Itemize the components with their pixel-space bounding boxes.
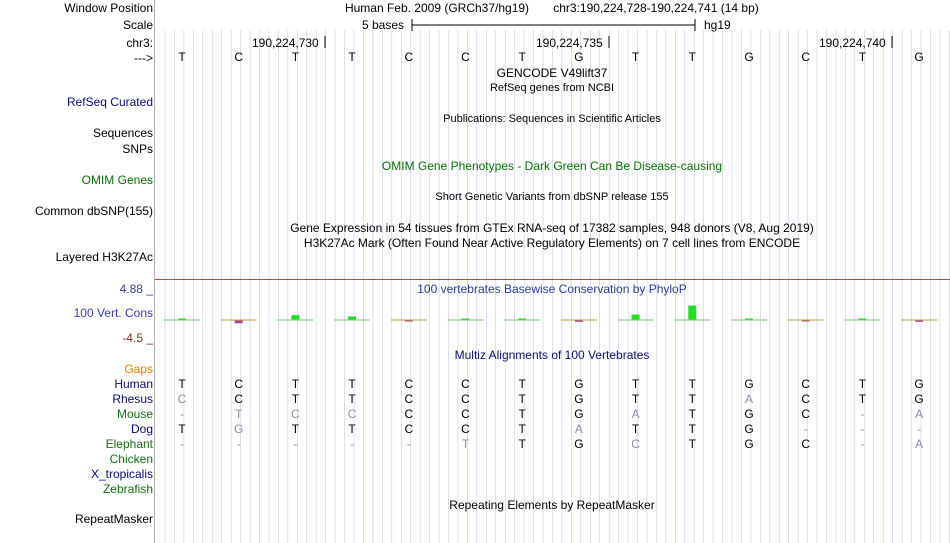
alignment-base-human: G bbox=[574, 377, 584, 391]
phylop-bar bbox=[277, 315, 313, 320]
alignment-base-elephant: - bbox=[236, 437, 241, 451]
alignment-base-dog: T bbox=[518, 422, 526, 436]
alignment-base-dog: - bbox=[803, 422, 808, 436]
alignment-base-human: C bbox=[404, 377, 414, 391]
alignment-base-mouse: T bbox=[518, 407, 526, 421]
track-label-gaps: Gaps bbox=[124, 362, 153, 376]
reference-base: T bbox=[178, 50, 186, 64]
alignment-base-mouse: G bbox=[574, 407, 584, 421]
alignment-base-rhesus: G bbox=[574, 392, 584, 406]
alignment-base-dog: T bbox=[631, 422, 640, 436]
reference-base: G bbox=[914, 50, 924, 64]
omim-track-title[interactable]: OMIM Gene Phenotypes - Dark Green Can Be Disease-causing bbox=[381, 159, 723, 173]
gencode-track-title[interactable]: GENCODE V49lift37 bbox=[496, 66, 608, 80]
alignment-base-human: C bbox=[234, 377, 244, 391]
track-label-h3k27ac[interactable]: Layered H3K27Ac bbox=[55, 250, 153, 264]
alignment-base-rhesus: T bbox=[688, 392, 696, 406]
alignment-base-rhesus: C bbox=[461, 392, 470, 406]
reference-base: C bbox=[234, 50, 244, 64]
position-label-1: 190,224,730 bbox=[252, 36, 319, 50]
alignment-base-mouse: - bbox=[860, 407, 865, 421]
reference-base: T bbox=[631, 50, 640, 64]
reference-base: T bbox=[348, 50, 356, 64]
track-label-repeatmasker[interactable]: RepeatMasker bbox=[74, 512, 153, 526]
alignment-base-dog: T bbox=[291, 422, 300, 436]
alignment-base-human: T bbox=[518, 377, 526, 391]
alignment-base-human: G bbox=[914, 377, 924, 391]
alignment-base-rhesus: A bbox=[744, 392, 753, 406]
alignment-base-elephant: T bbox=[688, 437, 696, 451]
phylop-bar bbox=[561, 320, 597, 322]
alignment-base-rhesus: T bbox=[291, 392, 300, 406]
assembly-title: Human Feb. 2009 (GRCh37/hg19) bbox=[344, 1, 530, 15]
alignment-base-human: G bbox=[744, 377, 754, 391]
reference-base: C bbox=[461, 50, 470, 64]
alignment-base-rhesus: C bbox=[234, 392, 244, 406]
phylop-bar bbox=[731, 319, 767, 321]
alignment-base-mouse: - bbox=[180, 407, 184, 421]
alignment-base-dog: C bbox=[404, 422, 414, 436]
alignment-base-dog: - bbox=[917, 422, 922, 436]
phylop-bar bbox=[221, 320, 257, 323]
publications-track-title[interactable]: Publications: Sequences in Scientific Articles bbox=[443, 113, 661, 125]
position-label-3: 190,224,740 bbox=[819, 36, 886, 50]
track-label-snps[interactable]: SNPs bbox=[122, 142, 153, 156]
alignment-base-mouse: C bbox=[291, 407, 300, 421]
track-label-cons[interactable]: 100 Vert. Cons bbox=[73, 306, 153, 320]
alignment-base-rhesus: C bbox=[404, 392, 414, 406]
alignment-base-human: T bbox=[291, 377, 300, 391]
reference-base: G bbox=[574, 50, 584, 64]
reference-base: T bbox=[688, 50, 696, 64]
position-ticks bbox=[0, 35, 950, 49]
alignment-base-human: T bbox=[178, 377, 186, 391]
reference-base: T bbox=[858, 50, 867, 64]
dbsnp-track-title[interactable]: Short Genetic Variants from dbSNP release 155 bbox=[435, 191, 669, 203]
scale-text: 5 bases bbox=[362, 18, 405, 32]
phylop-bar bbox=[164, 319, 200, 321]
phylop-track-title[interactable]: 100 vertebrates Basewise Conservation by PhyloP bbox=[417, 282, 687, 296]
alignment-base-human: C bbox=[801, 377, 811, 391]
alignment-base-dog: G bbox=[744, 422, 754, 436]
alignment-base-rhesus: C bbox=[177, 392, 187, 406]
alignment-base-elephant: G bbox=[574, 437, 584, 451]
phylop-bar bbox=[844, 319, 880, 321]
species-label-elephant: Elephant bbox=[105, 437, 153, 451]
reference-base: G bbox=[744, 50, 754, 64]
alignment-base-elephant: A bbox=[915, 437, 924, 451]
alignment-base-dog: G bbox=[234, 422, 244, 436]
phylop-bar bbox=[334, 316, 370, 320]
alignment-base-mouse: C bbox=[347, 407, 357, 421]
alignment-base-mouse: T bbox=[235, 407, 243, 421]
strand-arrow-label: ---> bbox=[134, 51, 153, 65]
gtex-track-title[interactable]: Gene Expression in 54 tissues from GTEx RNA-seq of 17382 samples, 948 donors (V8, Aug 2019) bbox=[290, 221, 814, 235]
reference-base: C bbox=[801, 50, 811, 64]
phylop-bar bbox=[504, 319, 540, 321]
alignment-base-rhesus: C bbox=[801, 392, 811, 406]
phylop-max-label: 4.88 _ bbox=[119, 282, 153, 296]
alignment-base-rhesus: T bbox=[631, 392, 640, 406]
alignment-base-human: C bbox=[461, 377, 470, 391]
reference-base: T bbox=[291, 50, 300, 64]
alignment-base-dog: T bbox=[348, 422, 356, 436]
alignment-base-rhesus: T bbox=[518, 392, 526, 406]
alignment-base-elephant: - bbox=[293, 437, 298, 451]
alignment-base-elephant: T bbox=[518, 437, 526, 451]
track-label-dbsnp[interactable]: Common dbSNP(155) bbox=[34, 204, 153, 218]
window-position-label: Window Position bbox=[64, 1, 153, 15]
phylop-graph bbox=[0, 280, 950, 340]
h3k27ac-track-title[interactable]: H3K27Ac Mark (Often Found Near Active Regulatory Elements) on 7 cell lines from ENCODE bbox=[303, 236, 801, 250]
refseq-track-title[interactable]: RefSeq genes from NCBI bbox=[489, 82, 615, 94]
alignment-base-dog: A bbox=[574, 422, 583, 436]
track-label-sequences[interactable]: Sequences bbox=[92, 126, 153, 140]
phylop-bar bbox=[674, 306, 710, 320]
species-label-dog: Dog bbox=[130, 422, 153, 436]
alignment-base-elephant: - bbox=[406, 437, 411, 451]
alignment-base-mouse: A bbox=[915, 407, 924, 421]
alignment-base-human: T bbox=[348, 377, 356, 391]
alignment-base-mouse: A bbox=[631, 407, 640, 421]
alignment-base-mouse: T bbox=[688, 407, 696, 421]
phylop-bar bbox=[788, 320, 824, 322]
species-label-chicken: Chicken bbox=[109, 452, 153, 466]
reference-base: T bbox=[518, 50, 526, 64]
alignment-base-rhesus: T bbox=[858, 392, 867, 406]
species-label-zebrafish: Zebrafish bbox=[102, 482, 153, 496]
alignment-base-dog: T bbox=[688, 422, 696, 436]
alignment-base-mouse: C bbox=[801, 407, 811, 421]
phylop-bar bbox=[391, 320, 427, 322]
alignment-base-elephant: - bbox=[860, 437, 865, 451]
position-label-2: 190,224,735 bbox=[536, 36, 603, 50]
alignment-base-elephant: - bbox=[350, 437, 355, 451]
alignment-base-dog: T bbox=[178, 422, 186, 436]
alignment-base-human: T bbox=[858, 377, 867, 391]
alignment-base-human: T bbox=[688, 377, 696, 391]
phylop-bar bbox=[448, 319, 484, 321]
phylop-bar bbox=[618, 315, 654, 320]
alignment-base-elephant: C bbox=[631, 437, 640, 451]
repeatmasker-track-title[interactable]: Repeating Elements by RepeatMasker bbox=[449, 498, 655, 512]
alignment-base-elephant: C bbox=[801, 437, 811, 451]
alignment-base-rhesus: T bbox=[348, 392, 356, 406]
alignment-base-elephant: T bbox=[461, 437, 470, 451]
scale-db: hg19 bbox=[704, 18, 731, 32]
track-label-refseq[interactable]: RefSeq Curated bbox=[66, 95, 153, 109]
species-label-mouse: Mouse bbox=[116, 407, 153, 421]
alignment-base-human: T bbox=[631, 377, 640, 391]
alignment-base-mouse: C bbox=[461, 407, 470, 421]
alignment-base-mouse: G bbox=[744, 407, 754, 421]
label-divider bbox=[154, 0, 155, 543]
alignment-base-dog: - bbox=[860, 422, 865, 436]
alignment-base-dog: C bbox=[461, 422, 470, 436]
alignment-base-elephant: G bbox=[744, 437, 754, 451]
alignment-base-mouse: C bbox=[404, 407, 414, 421]
alignment-base-elephant: - bbox=[180, 437, 184, 451]
species-label-human: Human bbox=[114, 377, 153, 391]
track-label-omim[interactable]: OMIM Genes bbox=[81, 173, 153, 187]
alignment-base-rhesus: G bbox=[914, 392, 924, 406]
scale-bar bbox=[408, 18, 698, 32]
multiz-track-title[interactable]: Multiz Alignments of 100 Vertebrates bbox=[454, 348, 650, 362]
scale-label: Scale bbox=[122, 18, 153, 32]
phylop-bar bbox=[901, 320, 937, 322]
species-label-xtrop: X_tropicalis bbox=[90, 467, 153, 481]
species-label-rhesus: Rhesus bbox=[112, 392, 153, 406]
window-position-value: chr3:190,224,728-190,224,741 (14 bp) bbox=[553, 1, 759, 15]
reference-base: C bbox=[404, 50, 414, 64]
chrom-label: chr3: bbox=[126, 36, 153, 50]
phylop-min-label: -4.5 _ bbox=[122, 331, 153, 345]
